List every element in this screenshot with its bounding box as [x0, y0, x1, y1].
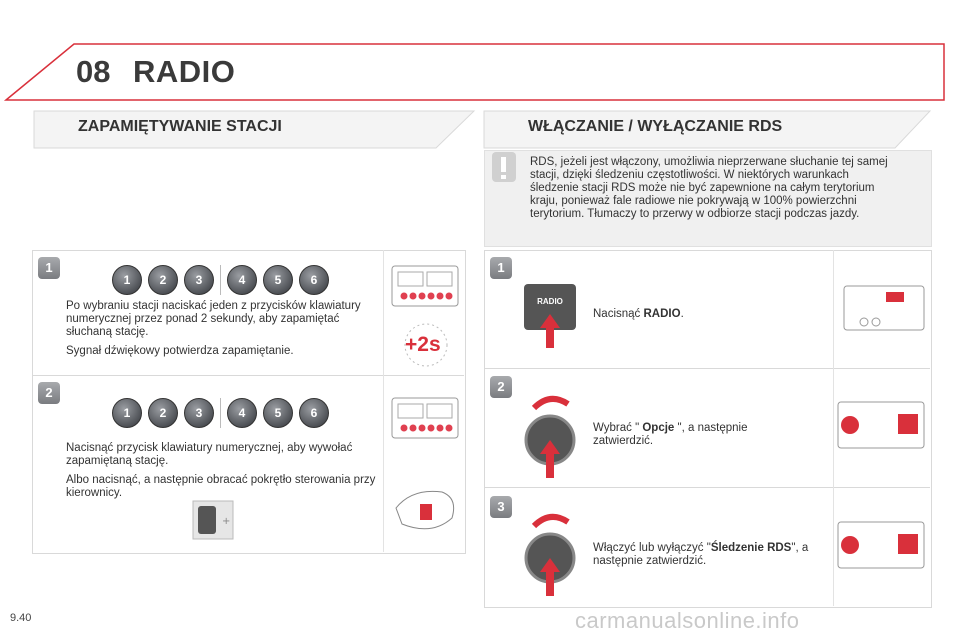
step-2-badge: 2: [38, 382, 60, 404]
right-step2-bold: Opcje: [642, 422, 675, 434]
right-divider-2: [484, 487, 930, 488]
preset-buttons-row-2: [112, 398, 329, 428]
page-number: 9.40: [10, 612, 32, 624]
right-step3-post: ", a następnie zatwierdzić.: [593, 542, 809, 567]
left-section-title: ZAPAMIĘTYWANIE STACJI: [78, 118, 282, 135]
steering-control-icon: [192, 500, 234, 540]
chapter-number: 08: [76, 54, 111, 89]
preset-button-3[interactable]: 3: [184, 398, 214, 428]
button-separator: [220, 265, 221, 295]
left-step1-p1: Po wybraniu stacji naciskać jeden z przycisków klawiatury numerycznej przez ponad 2 sekundy, aby zapamiętać słuchaną stację.: [66, 300, 361, 338]
preset-button-1[interactable]: 1: [112, 265, 142, 295]
right-section-title: WŁĄCZANIE / WYŁĄCZANIE RDS: [528, 118, 783, 135]
right-step3-pre: Włączyć lub wyłączyć ": [593, 542, 711, 554]
preset-button-4[interactable]: 4: [227, 265, 257, 295]
rds-warning-text: RDS, jeżeli jest włączony, umożliwia nieprzerwane słuchanie tej samej stacji, dzięki śledzeniu częstotliwości. W niektórych warunkach śledzenie stacji RDS może nie być zapewnione na całym terytorium kraju, ponieważ fale radiowe nie pokrywają w 100% powierzchni terytorium. Tłumaczy to przerwy w odbiorze stacji podczas jazdy.: [530, 156, 888, 220]
left-image-divider: [383, 250, 384, 552]
left-step1-text: [66, 300, 376, 364]
preset-button-2[interactable]: 2: [148, 265, 178, 295]
step-1-badge: 1: [490, 257, 512, 279]
step-1-badge: 1: [38, 257, 60, 279]
preset-button-6[interactable]: 6: [299, 265, 329, 295]
radio-unit-illustration-4: [836, 398, 926, 456]
rotary-knob-illustration-1: [520, 390, 580, 480]
preset-buttons-row-1: [112, 265, 329, 295]
left-divider: [32, 375, 464, 376]
preset-button-3[interactable]: 3: [184, 265, 214, 295]
button-separator: [220, 398, 221, 428]
radio-unit-illustration-5: [836, 518, 926, 576]
preset-button-5[interactable]: 5: [263, 265, 293, 295]
step-3-badge: 3: [490, 496, 512, 518]
right-image-divider: [833, 250, 834, 606]
left-step2-p1: Nacisnąć przycisk klawiatury numerycznej, aby wywołać zapamiętaną stację.: [66, 442, 353, 467]
right-divider-1: [484, 368, 930, 369]
watermark: carmanualsonline.info: [575, 608, 800, 633]
radio-unit-illustration-1: [390, 258, 460, 318]
radio-button-label[interactable]: RADIO: [537, 297, 563, 306]
radio-unit-illustration-3: [840, 278, 926, 346]
left-step2-text: [66, 442, 376, 506]
preset-button-6[interactable]: 6: [299, 398, 329, 428]
preset-button-1[interactable]: 1: [112, 398, 142, 428]
right-step2-pre: Wybrać ": [593, 422, 643, 434]
radio-unit-illustration-2: [390, 390, 460, 450]
chapter-title: RADIO: [133, 54, 236, 89]
warning-icon: [490, 150, 520, 184]
left-step1-p2: Sygnał dźwiękowy potwierdza zapamiętanie.: [66, 345, 294, 357]
right-step1-bold: RADIO: [643, 308, 681, 320]
preset-button-4[interactable]: 4: [227, 398, 257, 428]
left-step2-p2: Albo nacisnąć, a następnie obracać pokrętło sterowania przy kierownicy.: [66, 474, 376, 499]
hold-2s-badge: +2s: [405, 333, 441, 356]
svg-text:+: +: [222, 516, 231, 527]
preset-button-5[interactable]: 5: [263, 398, 293, 428]
right-step2-post: ", a następnie zatwierdzić.: [593, 422, 748, 447]
right-step2-text: [593, 422, 793, 448]
right-step3-bold: Śledzenie RDS: [710, 542, 792, 554]
right-step1-text: [593, 308, 823, 321]
radio-button-illustration: [520, 280, 580, 350]
rotary-knob-illustration-2: [520, 508, 580, 598]
steering-stalk-illustration: [392, 478, 460, 540]
right-step1-pre: Nacisnąć: [593, 308, 644, 320]
right-step3-text: [593, 542, 823, 568]
preset-button-2[interactable]: 2: [148, 398, 178, 428]
step-2-badge: 2: [490, 376, 512, 398]
right-step1-post: .: [680, 308, 684, 320]
